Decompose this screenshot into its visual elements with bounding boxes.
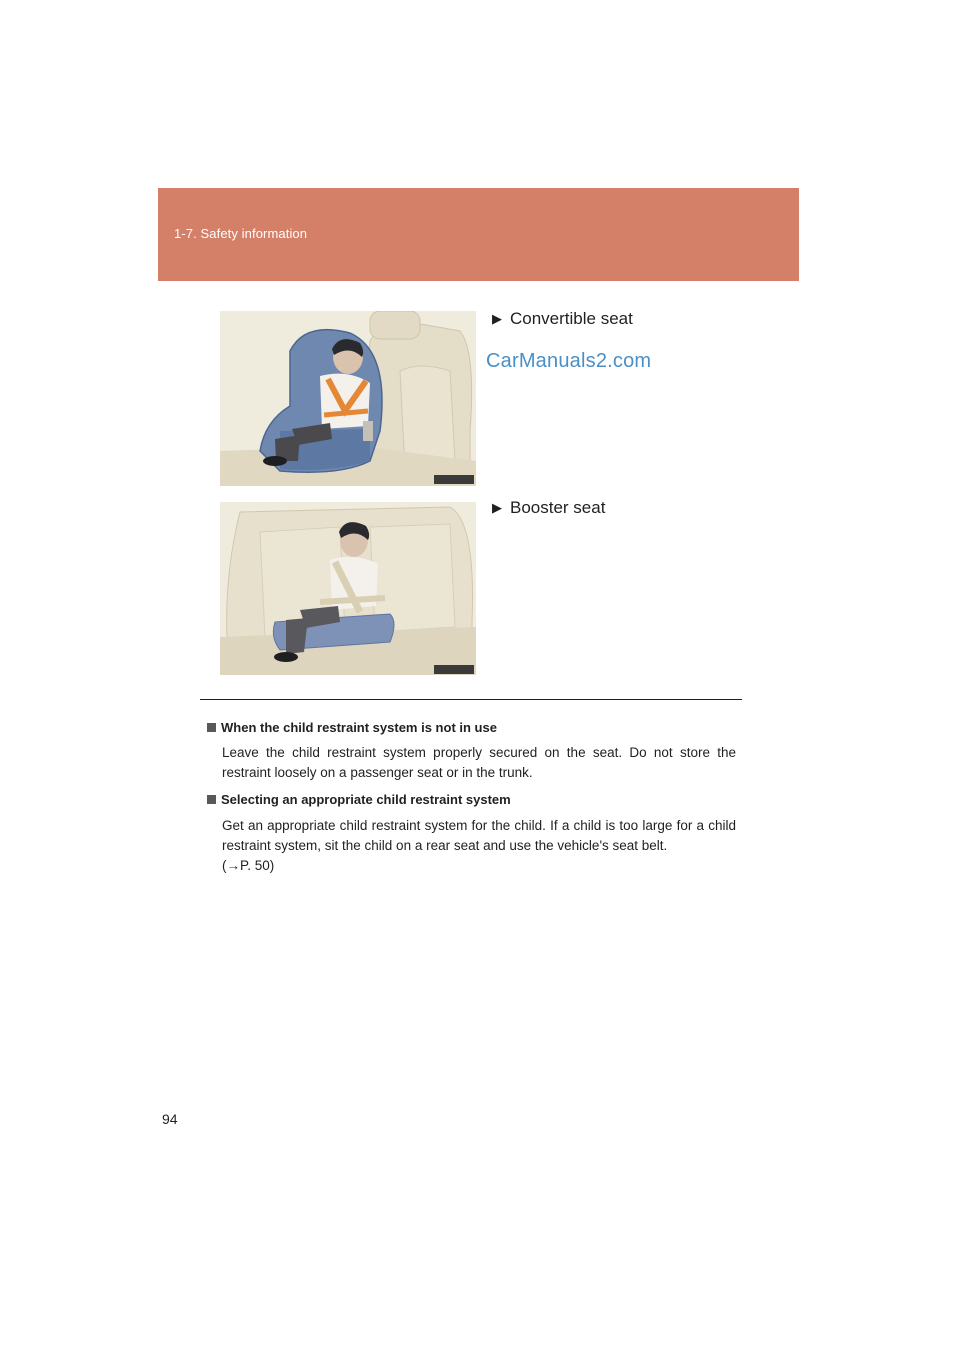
caption-text: Booster seat <box>510 498 606 517</box>
caption-text: Convertible seat <box>510 309 633 328</box>
header-band <box>158 188 799 281</box>
triangle-right-icon: ▶ <box>492 500 502 515</box>
watermark: CarManuals2.com <box>486 350 652 372</box>
section-divider <box>200 699 742 700</box>
note-heading-text: Selecting an appropriate child restraint system <box>221 792 511 807</box>
note-body <box>222 816 736 876</box>
page-number: 94 <box>162 1111 178 1127</box>
convertible-seat-caption <box>492 309 633 329</box>
booster-seat-illustration <box>220 502 476 675</box>
section-title: 1-7. Safety information <box>174 226 308 241</box>
square-bullet-icon <box>207 795 216 804</box>
note-heading-text: When the child restraint system is not in use <box>221 720 497 735</box>
note-paragraph: Get an appropriate child restraint system for the child. If a child is too large for a child restraint system, sit the child on a rear seat and use the vehicle's seat belt. <box>222 818 736 853</box>
triangle-right-icon: ▶ <box>492 311 502 326</box>
note-paragraph: Leave the child restraint system properly secured on the seat. Do not store the restraint loosely on a passenger seat or in the trunk. <box>222 745 736 780</box>
page-reference-link[interactable]: (→P. 50) <box>222 858 275 873</box>
note-heading <box>207 792 511 807</box>
convertible-seat-illustration <box>220 311 476 486</box>
booster-seat-caption <box>492 498 605 518</box>
square-bullet-icon <box>207 723 216 732</box>
note-body <box>222 743 736 783</box>
note-heading <box>207 720 497 735</box>
